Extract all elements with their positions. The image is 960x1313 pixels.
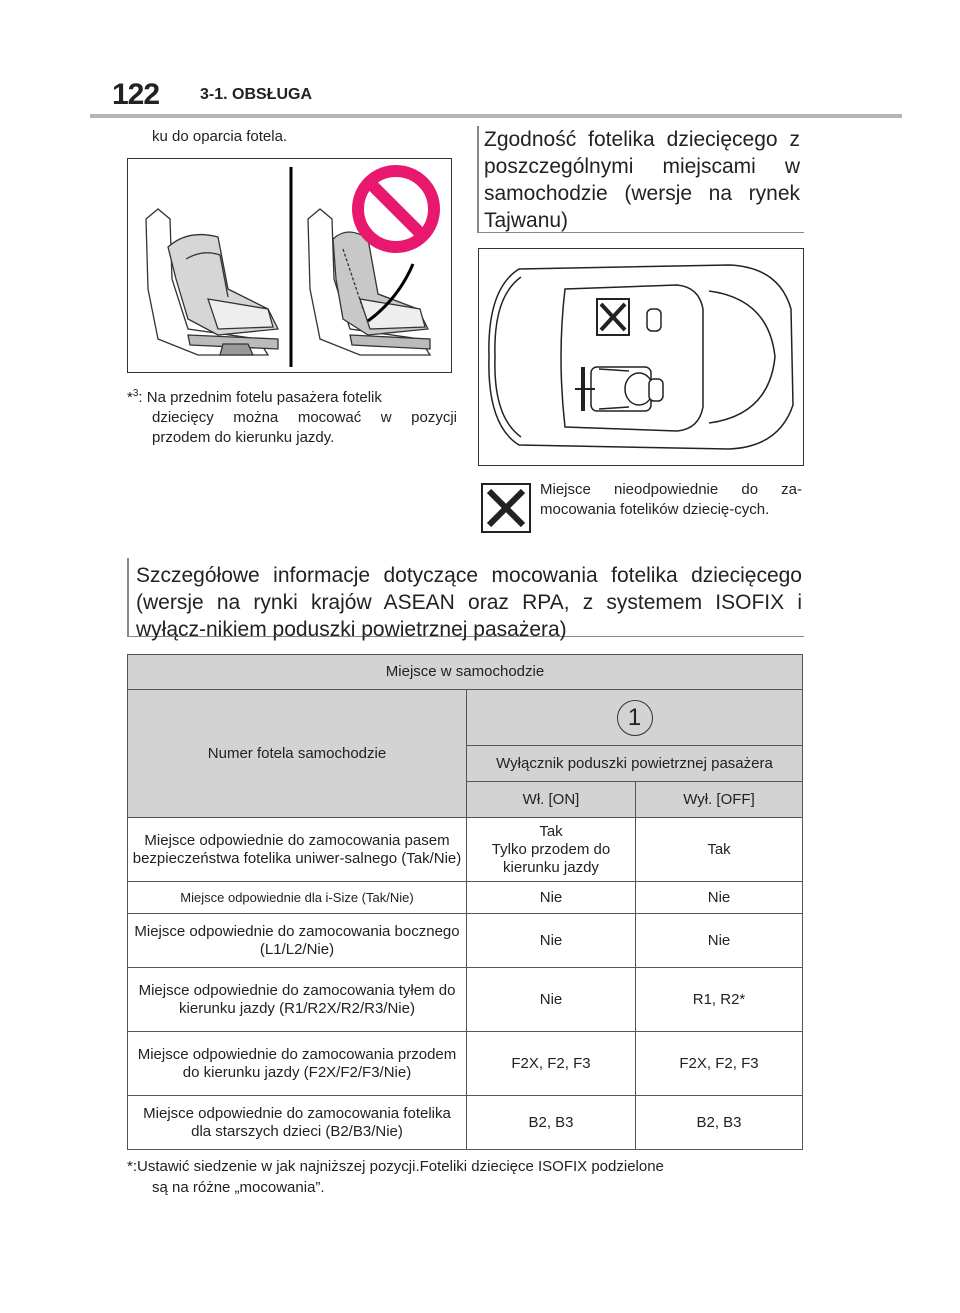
row-label: Miejsce odpowiednie do zamocowania przodem do kierunku jazdy (F2X/F2/F3/Nie) <box>128 1032 467 1096</box>
child-seat-illustration <box>127 158 452 373</box>
footnote <box>127 1156 807 1198</box>
row-off: F2X, F2, F3 <box>636 1032 803 1096</box>
heading-taiwan: Zgodność fotelika dziecięcego z poszczególnymi miejscami w samochodzie (wersje na rynek Tajwanu) <box>484 128 800 232</box>
row-on: Tak Tylko przodem do kierunku jazdy <box>467 818 636 882</box>
row-label: Miejsce odpowiednie do zamocowania bocznego (L1/L2/Nie) <box>128 914 467 968</box>
table-row <box>128 968 803 1032</box>
row-off: R1, R2* <box>636 968 803 1032</box>
table-row <box>128 1096 803 1150</box>
table-row <box>128 914 803 968</box>
page-number: 122 <box>112 78 160 111</box>
row-on: F2X, F2, F3 <box>467 1032 636 1096</box>
table-row <box>128 818 803 882</box>
row-off: Nie <box>636 914 803 968</box>
row-off: Nie <box>636 882 803 914</box>
row-on: Nie <box>467 882 636 914</box>
car-seat-correct <box>146 209 278 355</box>
seat-number-circle: 1 <box>617 700 653 736</box>
header-rule <box>90 114 902 118</box>
row-on: Nie <box>467 968 636 1032</box>
row-on: B2, B3 <box>467 1096 636 1150</box>
row-off: Tak <box>636 818 803 882</box>
airbag-switch-label: Wyłącznik poduszki powietrznej pasażera <box>467 746 803 782</box>
row-label: Miejsce odpowiednie dla i-Size (Tak/Nie) <box>128 882 467 914</box>
section-title: 3-1. OBSŁUGA <box>200 86 313 103</box>
row-off: B2, B3 <box>636 1096 803 1150</box>
row-label: Miejsce odpowiednie do zamocowania pasem bezpieczeństwa fotelika uniwer-salnego (Tak/Nie) <box>128 818 467 882</box>
row-label: Miejsce odpowiednie do zamocowania tyłem do kierunku jazdy (R1/R2X/R2/R3/Nie) <box>128 968 467 1032</box>
seat-number-cell <box>467 690 803 746</box>
car-top-view-diagram <box>478 248 804 466</box>
table-title: Miejsce w samochodzie <box>128 655 803 690</box>
col-on: Wł. [ON] <box>467 782 636 818</box>
intro-text: ku do oparcia fotela. <box>152 128 288 145</box>
note-3-marker: *$^3$ <box>127 388 139 406</box>
note-3-line1: : Na przednim fotelu pasażera fotelik <box>138 389 382 406</box>
table-row <box>128 882 803 914</box>
note-3-body: dziecięcy można mocować w pozycji przodem do kierunku jazdy. <box>152 409 457 446</box>
heading-asean: Szczegółowe informacje dotyczące mocowania fotelika dziecięcego (wersje na rynki krajów ASEAN oraz RPA, z systemem ISOFIX i wyłącz-nikiem poduszki powietrznej pasażera) <box>136 564 802 641</box>
row-on: Nie <box>467 914 636 968</box>
unsuitable-legend-text: Miejsce nieodpowiednie do za-mocowania fotelików dziecię-cych. <box>540 481 802 518</box>
note-3 <box>127 384 457 448</box>
row-label: Miejsce odpowiednie do zamocowania fotelika dla starszych dzieci (B2/B3/Nie) <box>128 1096 467 1150</box>
unsuitable-legend-icon <box>481 483 531 533</box>
footnote-line1: *:Ustawić siedzenie w jak najniższej pozycji.Foteliki dziecięce ISOFIX podzielone <box>127 1158 664 1175</box>
seat-number-label: Numer fotela samochodzie <box>128 690 467 818</box>
compatibility-table <box>127 654 803 1150</box>
footnote-line2: są na różne „mocowania”. <box>152 1179 325 1196</box>
table-row <box>128 1032 803 1096</box>
prohibited-icon <box>358 171 434 247</box>
col-off: Wył. [OFF] <box>636 782 803 818</box>
